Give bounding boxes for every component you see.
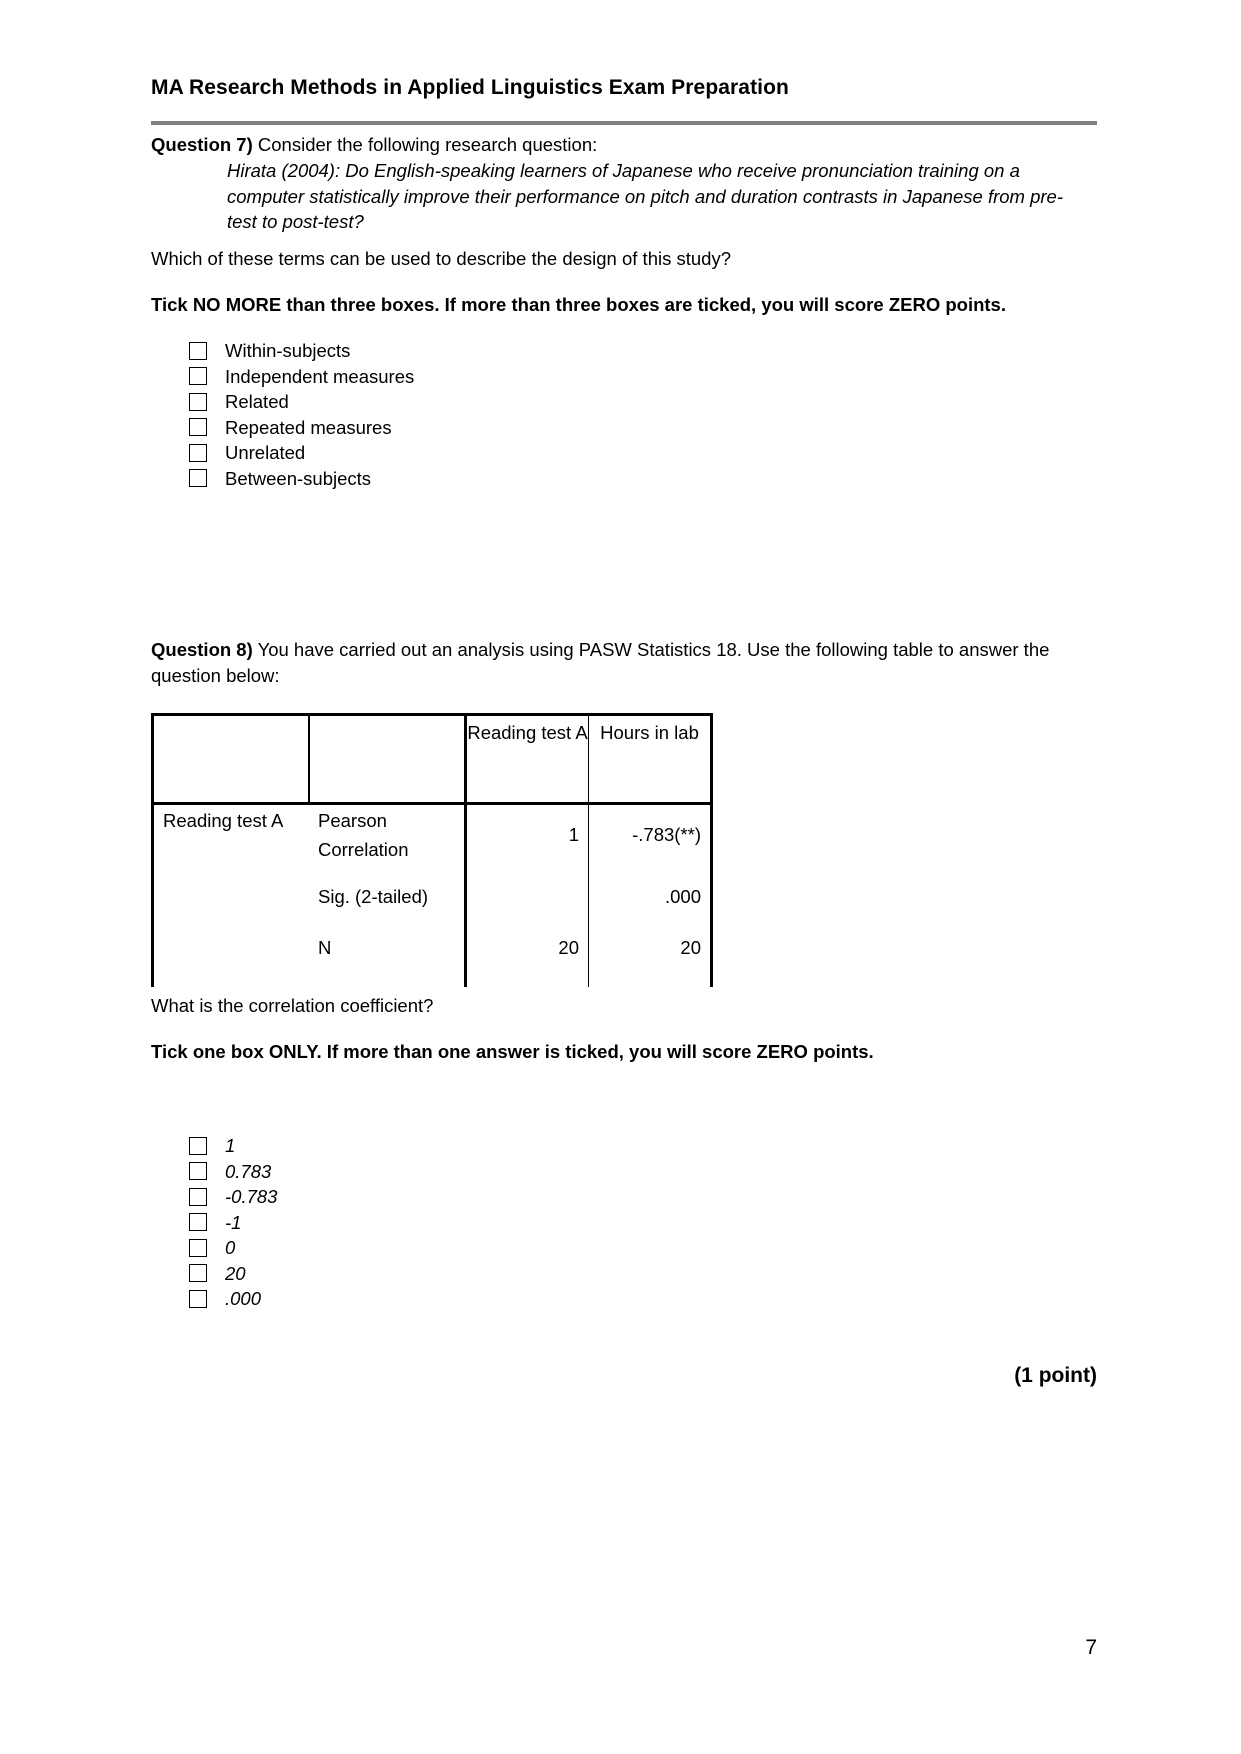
q7-heading	[151, 132, 597, 158]
checkbox[interactable]	[189, 1188, 207, 1206]
checkbox[interactable]	[189, 1290, 207, 1308]
table-cell: .000	[589, 882, 712, 933]
q7-options	[189, 338, 414, 491]
q8-option[interactable]	[189, 1133, 277, 1159]
q8-option[interactable]	[189, 1159, 277, 1185]
option-label: -0.783	[225, 1186, 278, 1207]
option-label: Within-subjects	[225, 340, 351, 361]
correlation-table	[151, 713, 713, 987]
q8-option[interactable]	[189, 1184, 277, 1210]
checkbox[interactable]	[189, 367, 207, 385]
table-row-label: Reading test A	[153, 804, 310, 883]
option-label: -1	[225, 1211, 242, 1233]
q7-instruction: Tick NO MORE than three boxes. If more than three boxes are ticked, you will score ZERO points.	[151, 294, 1006, 315]
q8-heading	[151, 637, 1097, 689]
checkbox[interactable]	[189, 1213, 207, 1231]
table-header-cell	[309, 715, 466, 804]
table-cell: -.783(**)	[589, 804, 712, 883]
q7-option[interactable]	[189, 440, 414, 466]
q7-intro: Consider the following research question:	[252, 134, 598, 155]
option-label: Independent measures	[225, 365, 415, 387]
checkbox[interactable]	[189, 1239, 207, 1257]
table-row	[153, 804, 712, 883]
q8-option[interactable]	[189, 1210, 277, 1236]
option-label: Related	[225, 391, 289, 412]
option-label: 0	[225, 1237, 236, 1258]
q8-options	[189, 1133, 277, 1312]
q7-option[interactable]	[189, 338, 414, 364]
checkbox[interactable]	[189, 393, 207, 411]
table-stat-label: Sig. (2-tailed)	[309, 882, 466, 933]
checkbox[interactable]	[189, 444, 207, 462]
q7-research-question: Hirata (2004): Do English-speaking learners of Japanese who receive pronunciation training on a computer statistically improve their performance on pitch and duration contrasts in Japanese from pre-test to post-test?	[227, 160, 1063, 232]
q8-label: Question 8)	[151, 639, 253, 660]
page-number: 7	[1085, 1636, 1097, 1659]
q8-instruction: Tick one box ONLY. If more than one answer is ticked, you will score ZERO points.	[151, 1041, 874, 1062]
q7-option[interactable]	[189, 389, 414, 415]
table-header-hours: Hours in lab	[589, 715, 712, 804]
option-label: Unrelated	[225, 442, 306, 463]
option-label: 20	[225, 1262, 246, 1284]
points-label: (1 point)	[1014, 1364, 1097, 1387]
table-header-reading: Reading test A	[466, 715, 589, 804]
q8-intro: You have carried out an analysis using PASW Statistics 18. Use the following table to answer the question below:	[151, 639, 1050, 686]
table-row	[153, 882, 712, 933]
table-stat-label: Pearson Correlation	[309, 804, 466, 883]
table-header-cell	[153, 715, 310, 804]
checkbox[interactable]	[189, 418, 207, 436]
table-cell: 20	[589, 933, 712, 987]
table-row-label-empty	[153, 882, 310, 933]
checkbox[interactable]	[189, 1162, 207, 1180]
table-stat-label: N	[309, 933, 466, 987]
page-header-title: MA Research Methods in Applied Linguistics Exam Preparation	[151, 76, 789, 99]
q7-prompt: Which of these terms can be used to describe the design of this study?	[151, 248, 731, 269]
q7-option[interactable]	[189, 466, 414, 492]
table-row-label-empty	[153, 933, 310, 987]
checkbox[interactable]	[189, 1137, 207, 1155]
table-header-row	[153, 715, 712, 804]
option-label: .000	[225, 1288, 262, 1309]
checkbox[interactable]	[189, 342, 207, 360]
option-label: Between-subjects	[225, 467, 372, 489]
option-label: 1	[225, 1135, 236, 1156]
q8-option[interactable]	[189, 1261, 277, 1287]
q7-option[interactable]	[189, 415, 414, 441]
q8-prompt: What is the correlation coefficient?	[151, 995, 434, 1016]
checkbox[interactable]	[189, 469, 207, 487]
table-cell: 20	[466, 933, 589, 987]
exam-page	[151, 0, 1097, 1754]
q8-option[interactable]	[189, 1235, 277, 1261]
table-row	[153, 933, 712, 987]
option-label: 0.783	[225, 1160, 272, 1182]
checkbox[interactable]	[189, 1264, 207, 1282]
table-cell: 1	[466, 804, 589, 883]
header-divider	[151, 121, 1097, 125]
q8-option[interactable]	[189, 1286, 277, 1312]
option-label: Repeated measures	[225, 416, 392, 438]
table-cell	[466, 882, 589, 933]
q7-option[interactable]	[189, 364, 414, 390]
q7-label: Question 7)	[151, 134, 253, 155]
